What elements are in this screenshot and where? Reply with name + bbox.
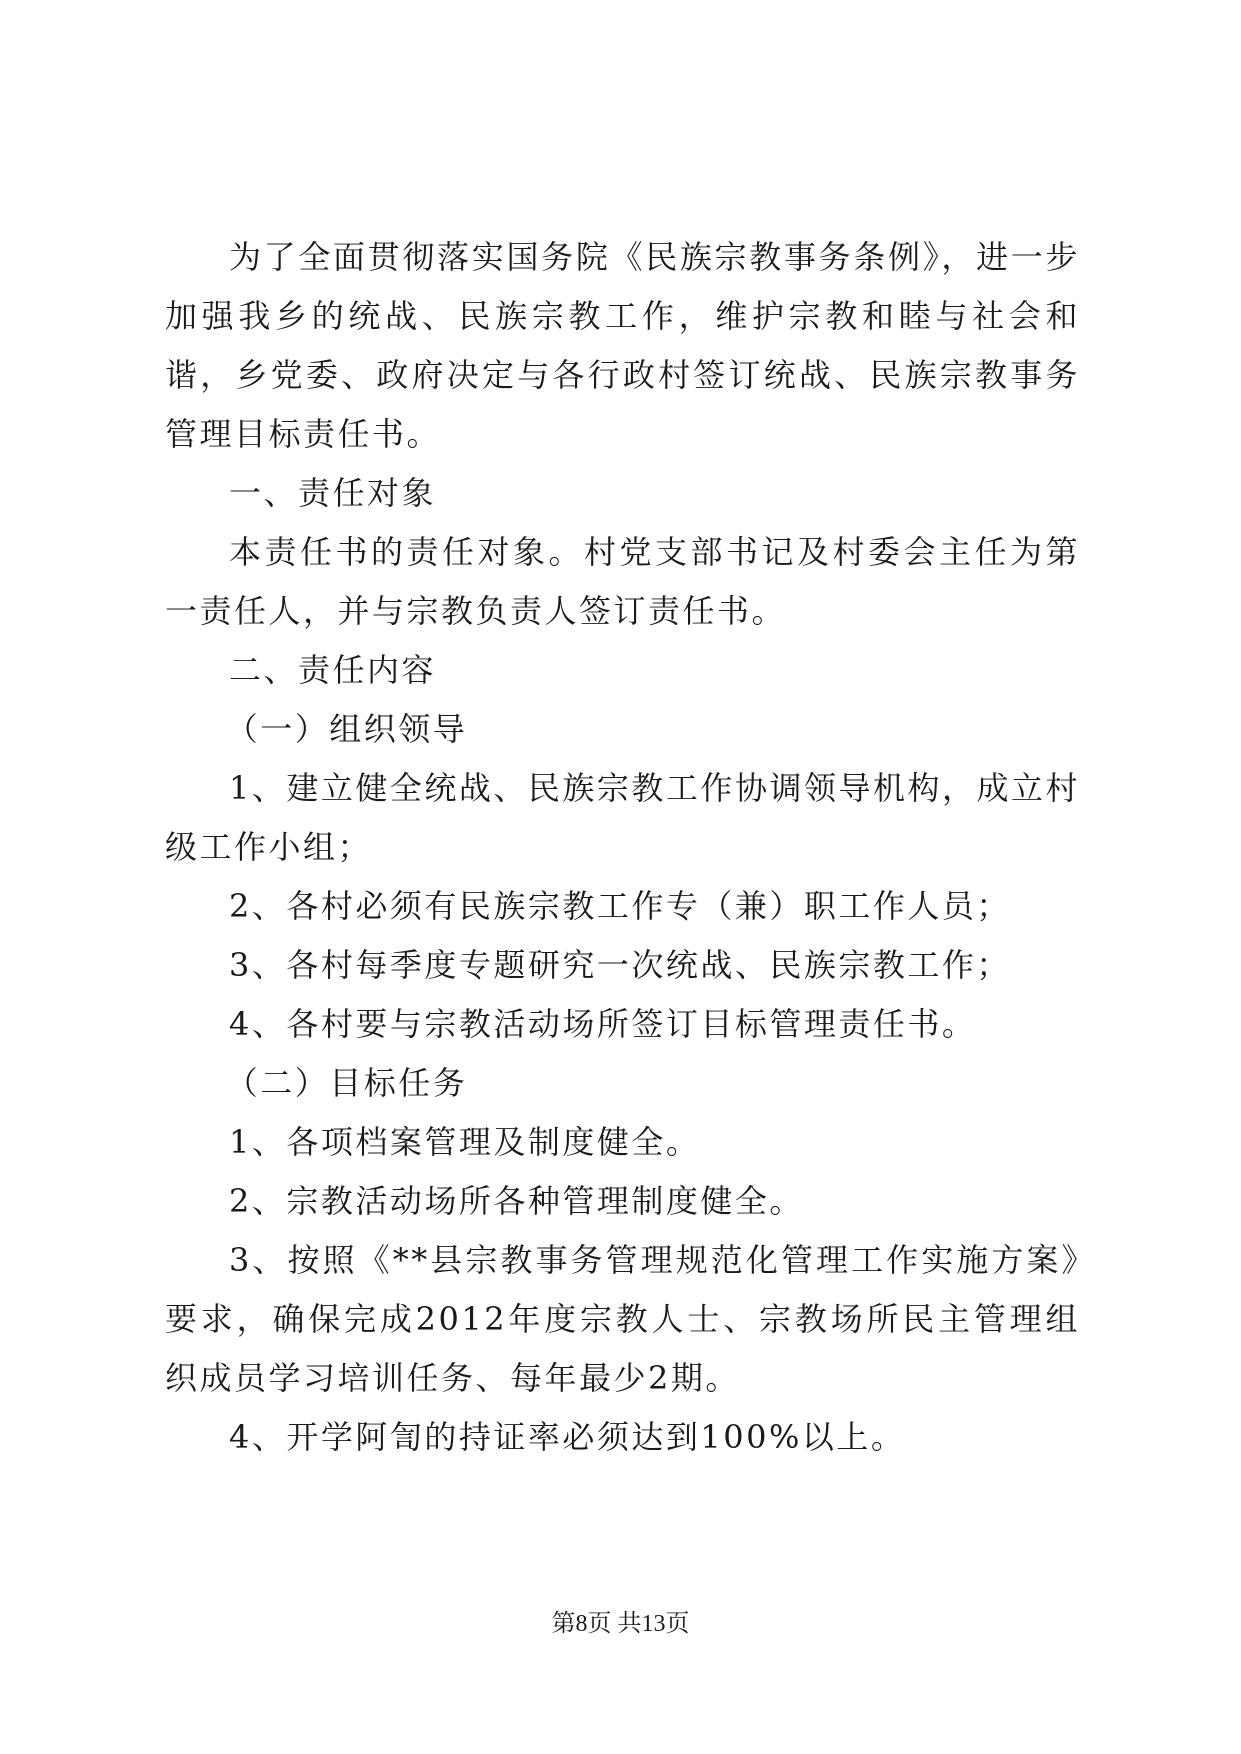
list-item-task-2: 2、宗教活动场所各种管理制度健全。 xyxy=(229,1182,804,1220)
document-body xyxy=(165,228,1080,1467)
intro-paragraph: 为了全面贯彻落实国务院《民族宗教事务条例》，进一步加强我乡的统战、民族宗教工作，维护宗教和睦与社会和谐，乡党委、政府决定与各行政村签订统战、民族宗教事务管理目标责任书。 xyxy=(165,238,1080,453)
list-item-task-1: 1、各项档案管理及制度健全。 xyxy=(229,1123,701,1161)
list-item-leadership-1: 1、建立健全统战、民族宗教工作协调领导机构，成立村级工作小组； xyxy=(165,769,1080,866)
subheading-target-tasks: （二）目标任务 xyxy=(225,1064,468,1102)
list-item-leadership-3: 3、各村每季度专题研究一次统战、民族宗教工作； xyxy=(229,946,1011,984)
subheading-organization-leadership: （一）组织领导 xyxy=(225,710,468,748)
list-item-task-3: 3、按照《**县宗教事务管理规范化管理工作实施方案》要求，确保完成2012年度宗教人士、宗教场所民主管理组织成员学习培训任务、每年最少2期。 xyxy=(165,1241,1080,1397)
list-item-leadership-4: 4、各村要与宗教活动场所签订目标管理责任书。 xyxy=(229,1005,977,1043)
page-footer: 第8页 共13页 xyxy=(551,1611,690,1637)
list-item-leadership-2: 2、各村必须有民族宗教工作专（兼）职工作人员； xyxy=(229,887,1011,925)
section-heading-responsibility-content: 二、责任内容 xyxy=(229,651,437,689)
section-heading-responsibility-object: 一、责任对象 xyxy=(229,474,437,512)
paragraph-responsibility-object: 本责任书的责任对象。村党支部书记及村委会主任为第一责任人，并与宗教负责人签订责任书。 xyxy=(165,533,1080,630)
list-item-task-4: 4、开学阿訇的持证率必须达到100%以上。 xyxy=(229,1418,906,1456)
